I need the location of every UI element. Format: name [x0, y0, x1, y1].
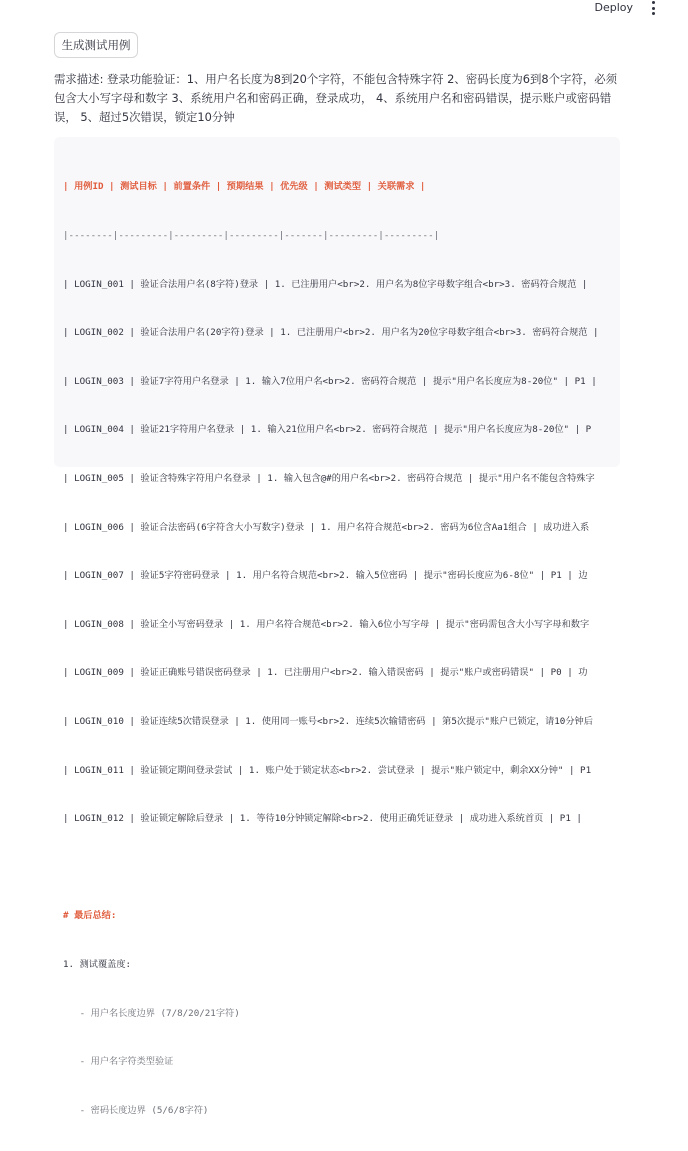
- table-row: | LOGIN_005 | 验证含特殊字符用户名登录 | 1. 输入包含@#的用户名<br>2. 密码符合规范 | 提示"用户名不能包含特殊字: [63, 472, 595, 484]
- table-separator-line: |--------|---------|---------|---------|-------|---------|---------|: [63, 230, 440, 241]
- table-row: | LOGIN_008 | 验证全小写密码登录 | 1. 用户名符合规范<br>2. 输入6位小写字母 | 提示"密码需包含大小写字母和数字: [63, 618, 590, 630]
- table-row: | LOGIN_007 | 验证5字符密码登录 | 1. 用户名符合规范<br>2. 输入5位密码 | 提示"密码长度应为6-8位" | P1 | 边: [63, 570, 588, 582]
- deploy-button[interactable]: Deploy: [594, 1, 633, 14]
- table-row: | LOGIN_002 | 验证合法用户名(20字符)登录 | 1. 已注册用户<br>2. 用户名为20位字母数字组合<br>3. 密码符合规范 |: [63, 327, 599, 339]
- table-row: | LOGIN_006 | 验证合法密码(6字符含大小写数字)登录 | 1. 用户名符合规范<br>2. 密码为6位含Aa1组合 | 成功进入系: [63, 521, 590, 533]
- summary-line: - 用户名长度边界 (7/8/20/21字符): [63, 1007, 240, 1019]
- code-block: [54, 137, 620, 1116]
- table-row: | LOGIN_010 | 验证连续5次错误登录 | 1. 使用同一账号<br>2. 连续5次输错密码 | 第5次提示"账户已锁定，请10分钟后: [63, 715, 593, 727]
- requirement-description: 需求描述: 登录功能验证：1、用户名长度为8到20个字符，不能包含特殊字符 2、密码长度为6到8个字符，必须包含大小写字母和数字 3、系统用户名和密码正确，登录成功， 4、系统用户名和密码错误，提示账户或密码错误， 5、超过5次错误，锁定10分钟: [54, 72, 617, 124]
- summary-title: # 最后总结:: [63, 910, 117, 922]
- table-row: | LOGIN_003 | 验证7字符用户名登录 | 1. 输入7位用户名<br>2. 密码符合规范 | 提示"用户名长度应为8-20位" | P1 |: [63, 375, 597, 387]
- table-row: | LOGIN_001 | 验证合法用户名(8字符)登录 | 1. 已注册用户<br>2. 用户名为8位字母数字组合<br>3. 密码符合规范 |: [63, 278, 588, 290]
- summary-line: - 密码长度边界 (5/6/8字符): [63, 1104, 209, 1116]
- blank-line: [63, 860, 599, 876]
- generate-test-cases-button[interactable]: 生成测试用例: [54, 32, 138, 58]
- summary-line: - 用户名字符类型验证: [63, 1056, 174, 1068]
- table-row: | LOGIN_004 | 验证21字符用户名登录 | 1. 输入21位用户名<br>2. 密码符合规范 | 提示"用户名长度应为8-20位" | P: [63, 424, 592, 436]
- top-bar: [0, 0, 688, 16]
- table-row: | LOGIN_009 | 验证正确账号错误密码登录 | 1. 已注册用户<br>2. 输入错误密码 | 提示"账户或密码错误" | P0 | 功: [63, 667, 588, 679]
- table-row: | LOGIN_011 | 验证锁定期间登录尝试 | 1. 账户处于锁定状态<br>2. 尝试登录 | 提示"账户锁定中，剩余XX分钟" | P1: [63, 764, 592, 776]
- table-header-line: | 用例ID | 测试目标 | 前置条件 | 预期结果 | 优先级 | 测试类型 | 关联需求 |: [63, 181, 426, 193]
- table-row: | LOGIN_012 | 验证锁定解除后登录 | 1. 等待10分钟锁定解除<br>2. 使用正确凭证登录 | 成功进入系统首页 | P1 |: [63, 813, 582, 825]
- kebab-menu-icon[interactable]: [648, 1, 658, 15]
- code-content: [63, 147, 599, 1151]
- summary-line: 1. 测试覆盖度:: [63, 958, 132, 970]
